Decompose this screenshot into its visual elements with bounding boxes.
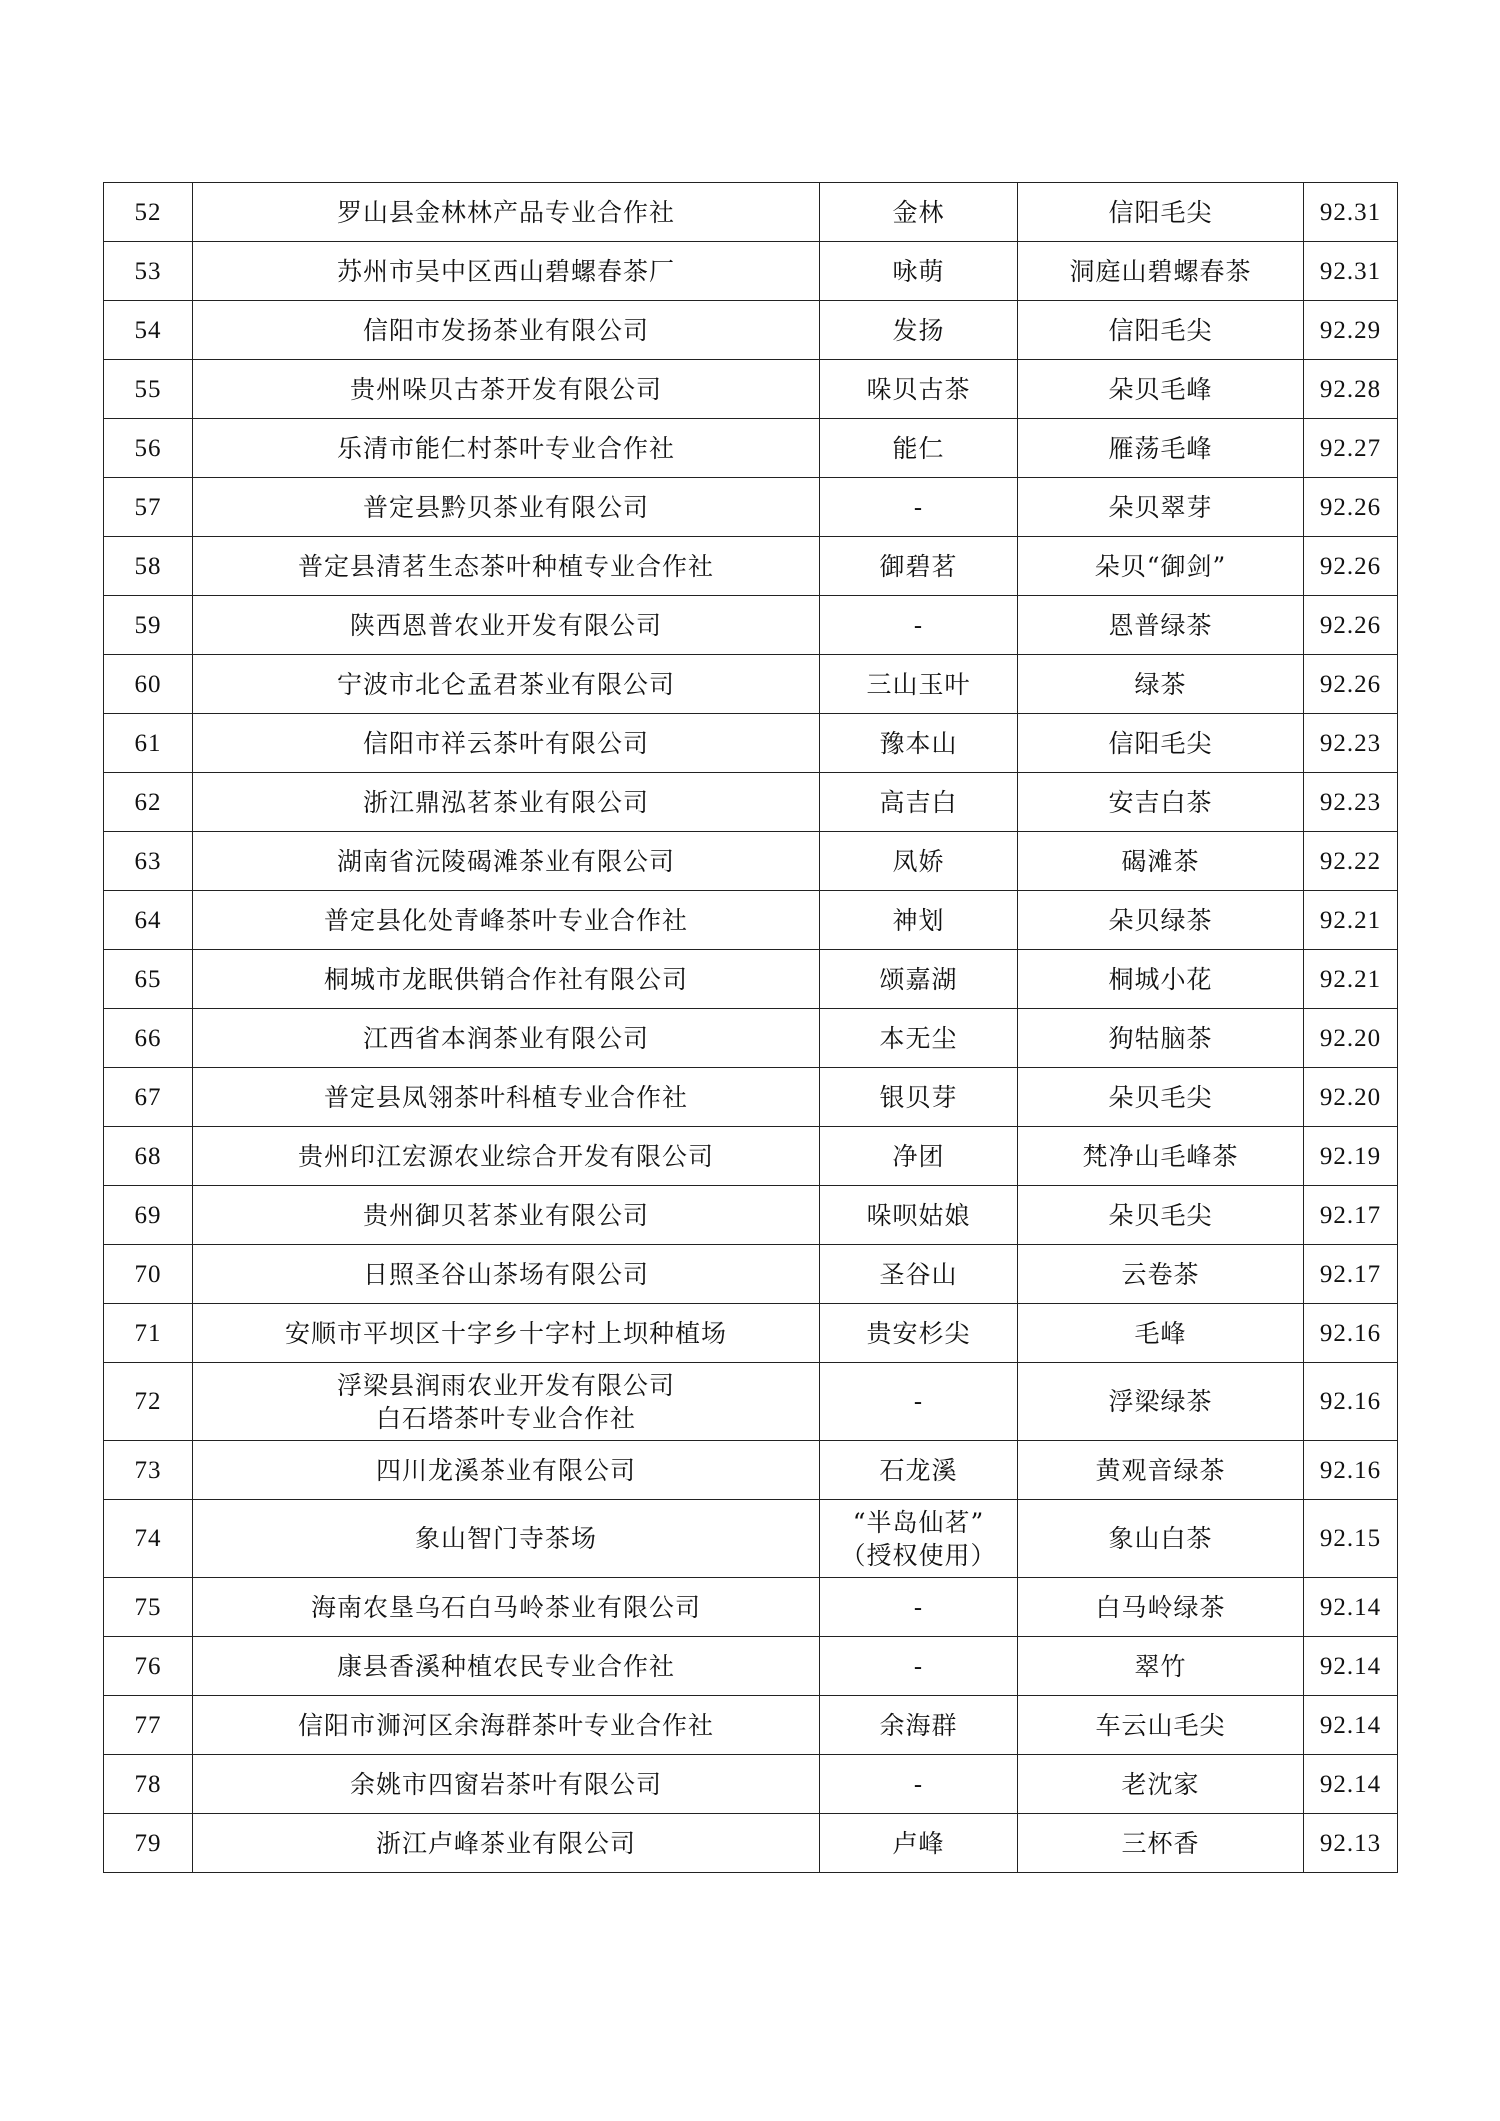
company-name-cell (193, 1637, 820, 1696)
score: 92.17 (1304, 1186, 1398, 1245)
brand-line: - (913, 492, 924, 522)
row-number: 71 (104, 1304, 193, 1363)
product-name: 云卷茶 (1018, 1245, 1304, 1304)
product-name: 信阳毛尖 (1018, 301, 1304, 360)
company-name-line: 日照圣谷山茶场有限公司 (362, 1259, 649, 1289)
company-name-cell (193, 1127, 820, 1186)
brand-line: - (913, 610, 924, 640)
brand-line: 三山玉叶 (866, 669, 971, 699)
table-row (104, 1755, 1398, 1814)
table-row (104, 1186, 1398, 1245)
brand-cell (820, 1245, 1018, 1304)
company-name-cell (193, 360, 820, 419)
company-name-line: 罗山县金林林产品专业合作社 (336, 197, 675, 227)
product-name: 朵贝“御剑” (1018, 537, 1304, 596)
row-number: 62 (104, 773, 193, 832)
table-row (104, 301, 1398, 360)
company-name-line: 普定县凤翎茶叶科植专业合作社 (323, 1082, 688, 1112)
company-name-line: 余姚市四窗岩茶叶有限公司 (349, 1769, 662, 1799)
company-name-cell (193, 1186, 820, 1245)
brand-line: 高吉白 (879, 787, 958, 817)
company-name-line: 普定县黔贝茶业有限公司 (362, 492, 649, 522)
table-row (104, 1500, 1398, 1578)
company-name-cell (193, 655, 820, 714)
brand-cell (820, 1127, 1018, 1186)
product-name: 朵贝翠芽 (1018, 478, 1304, 537)
product-name: 安吉白茶 (1018, 773, 1304, 832)
brand-line: 颂嘉湖 (879, 964, 958, 994)
brand-line: 卢峰 (892, 1828, 945, 1858)
brand-line: 哚贝古茶 (866, 374, 971, 404)
brand-cell (820, 832, 1018, 891)
brand-cell (820, 1578, 1018, 1637)
product-name: 朵贝毛峰 (1018, 360, 1304, 419)
brand-cell (820, 1441, 1018, 1500)
score: 92.21 (1304, 950, 1398, 1009)
row-number: 54 (104, 301, 193, 360)
score: 92.20 (1304, 1068, 1398, 1127)
row-number: 66 (104, 1009, 193, 1068)
company-name-line: 象山智门寺茶场 (414, 1524, 597, 1553)
row-number: 57 (104, 478, 193, 537)
brand-line: 金林 (892, 197, 945, 227)
score: 92.16 (1304, 1363, 1398, 1441)
row-number: 53 (104, 242, 193, 301)
brand-line: 咏萌 (892, 256, 945, 286)
table-row (104, 596, 1398, 655)
brand-cell (820, 1696, 1018, 1755)
product-name: 白马岭绿茶 (1018, 1578, 1304, 1637)
brand-cell (820, 1637, 1018, 1696)
company-name-line: 白石塔茶叶专业合作社 (375, 1403, 636, 1433)
company-name-cell (193, 950, 820, 1009)
table-row (104, 1578, 1398, 1637)
row-number: 52 (104, 183, 193, 242)
row-number: 68 (104, 1127, 193, 1186)
row-number: 55 (104, 360, 193, 419)
brand-line: - (913, 1387, 924, 1416)
product-name: 三杯香 (1018, 1814, 1304, 1873)
company-name-line: 四川龙溪茶业有限公司 (375, 1455, 636, 1485)
score: 92.17 (1304, 1245, 1398, 1304)
company-name-line: 宁波市北仑孟君茶业有限公司 (336, 669, 675, 699)
product-name: 桐城小花 (1018, 950, 1304, 1009)
company-name-cell (193, 596, 820, 655)
score: 92.22 (1304, 832, 1398, 891)
brand-line: （授权使用） (840, 1540, 997, 1570)
score: 92.27 (1304, 419, 1398, 478)
brand-cell (820, 1363, 1018, 1441)
score: 92.14 (1304, 1696, 1398, 1755)
brand-cell (820, 950, 1018, 1009)
row-number: 65 (104, 950, 193, 1009)
product-name: 朵贝绿茶 (1018, 891, 1304, 950)
company-name-cell (193, 773, 820, 832)
company-name-line: 江西省本润茶业有限公司 (362, 1023, 649, 1053)
table-row (104, 478, 1398, 537)
product-name: 老沈家 (1018, 1755, 1304, 1814)
score: 92.16 (1304, 1441, 1398, 1500)
brand-cell (820, 478, 1018, 537)
company-name-line: 贵州印江宏源农业综合开发有限公司 (297, 1141, 714, 1171)
table-row (104, 1814, 1398, 1873)
brand-cell (820, 419, 1018, 478)
product-name: 洞庭山碧螺春茶 (1018, 242, 1304, 301)
table-body (104, 183, 1398, 1873)
company-name-line: 湖南省沅陵碣滩茶业有限公司 (336, 846, 675, 876)
brand-cell (820, 1755, 1018, 1814)
company-name-cell (193, 1304, 820, 1363)
brand-line: 能仁 (892, 433, 945, 463)
brand-cell (820, 1009, 1018, 1068)
row-number: 67 (104, 1068, 193, 1127)
score: 92.16 (1304, 1304, 1398, 1363)
brand-cell (820, 242, 1018, 301)
score: 92.14 (1304, 1637, 1398, 1696)
company-name-line: 普定县清茗生态茶叶种植专业合作社 (297, 551, 714, 581)
brand-cell (820, 1814, 1018, 1873)
row-number: 58 (104, 537, 193, 596)
table-row (104, 537, 1398, 596)
table-row (104, 1127, 1398, 1186)
table-row (104, 1363, 1398, 1441)
table-row (104, 1245, 1398, 1304)
row-number: 78 (104, 1755, 193, 1814)
brand-cell (820, 1304, 1018, 1363)
product-name: 碣滩茶 (1018, 832, 1304, 891)
table-row (104, 1068, 1398, 1127)
company-name-line: 安顺市平坝区十字乡十字村上坝种植场 (284, 1318, 727, 1348)
company-name-line: 信阳市浉河区余海群茶叶专业合作社 (297, 1710, 714, 1740)
score: 92.23 (1304, 773, 1398, 832)
row-number: 74 (104, 1500, 193, 1578)
product-name: 雁荡毛峰 (1018, 419, 1304, 478)
row-number: 63 (104, 832, 193, 891)
row-number: 60 (104, 655, 193, 714)
table-row (104, 832, 1398, 891)
brand-line: 贵安杉尖 (866, 1318, 971, 1348)
table-row (104, 655, 1398, 714)
row-number: 76 (104, 1637, 193, 1696)
score: 92.26 (1304, 655, 1398, 714)
row-number: 70 (104, 1245, 193, 1304)
score: 92.26 (1304, 478, 1398, 537)
brand-line: 余海群 (879, 1710, 958, 1740)
brand-line: 本无尘 (879, 1023, 958, 1053)
score: 92.20 (1304, 1009, 1398, 1068)
table-row (104, 1637, 1398, 1696)
brand-line: - (913, 1651, 924, 1681)
score: 92.31 (1304, 183, 1398, 242)
company-name-cell (193, 301, 820, 360)
brand-line: 石龙溪 (879, 1455, 958, 1485)
company-name-line: 乐清市能仁村茶叶专业合作社 (336, 433, 675, 463)
company-name-line: 贵州御贝茗茶业有限公司 (362, 1200, 649, 1230)
company-name-cell (193, 1441, 820, 1500)
product-name: 恩普绿茶 (1018, 596, 1304, 655)
company-name-line: 海南农垦乌石白马岭茶业有限公司 (310, 1592, 701, 1622)
row-number: 61 (104, 714, 193, 773)
row-number: 59 (104, 596, 193, 655)
table-row (104, 360, 1398, 419)
brand-line: - (913, 1592, 924, 1622)
product-name: 车云山毛尖 (1018, 1696, 1304, 1755)
table-row (104, 1441, 1398, 1500)
score: 92.31 (1304, 242, 1398, 301)
brand-cell (820, 360, 1018, 419)
product-name: 朵贝毛尖 (1018, 1068, 1304, 1127)
company-name-cell (193, 183, 820, 242)
score: 92.26 (1304, 596, 1398, 655)
company-name-cell (193, 537, 820, 596)
table-row (104, 1304, 1398, 1363)
company-name-line: 桐城市龙眠供销合作社有限公司 (323, 964, 688, 994)
company-name-cell (193, 1578, 820, 1637)
brand-cell (820, 1186, 1018, 1245)
row-number: 64 (104, 891, 193, 950)
score: 92.26 (1304, 537, 1398, 596)
company-name-line: 浙江鼎泓茗茶业有限公司 (362, 787, 649, 817)
product-name: 象山白茶 (1018, 1500, 1304, 1578)
row-number: 75 (104, 1578, 193, 1637)
company-name-cell (193, 1755, 820, 1814)
product-name: 毛峰 (1018, 1304, 1304, 1363)
brand-cell (820, 596, 1018, 655)
brand-line: 御碧茗 (879, 551, 958, 581)
brand-cell (820, 891, 1018, 950)
brand-cell (820, 301, 1018, 360)
company-name-cell (193, 1009, 820, 1068)
table-row (104, 714, 1398, 773)
row-number: 69 (104, 1186, 193, 1245)
brand-cell (820, 1500, 1018, 1578)
company-name-line: 信阳市发扬茶业有限公司 (362, 315, 649, 345)
table-row (104, 183, 1398, 242)
brand-cell (820, 655, 1018, 714)
company-name-line: 浮梁县润雨农业开发有限公司 (336, 1370, 675, 1400)
row-number: 77 (104, 1696, 193, 1755)
score: 92.23 (1304, 714, 1398, 773)
score: 92.15 (1304, 1500, 1398, 1578)
company-name-line: 信阳市祥云茶叶有限公司 (362, 728, 649, 758)
score: 92.19 (1304, 1127, 1398, 1186)
product-name: 梵净山毛峰茶 (1018, 1127, 1304, 1186)
score: 92.14 (1304, 1578, 1398, 1637)
brand-line: 圣谷山 (879, 1259, 958, 1289)
company-name-cell (193, 891, 820, 950)
company-name-cell (193, 832, 820, 891)
company-name-cell (193, 1363, 820, 1441)
table-row (104, 242, 1398, 301)
product-name: 浮梁绿茶 (1018, 1363, 1304, 1441)
product-name: 狗牯脑茶 (1018, 1009, 1304, 1068)
company-name-cell (193, 1814, 820, 1873)
brand-cell (820, 537, 1018, 596)
company-name-cell (193, 714, 820, 773)
brand-cell (820, 1068, 1018, 1127)
brand-line: 哚呗姑娘 (866, 1200, 971, 1230)
company-name-cell (193, 1245, 820, 1304)
brand-line: 发扬 (892, 315, 945, 345)
brand-line: 银贝芽 (879, 1082, 958, 1112)
table-row (104, 891, 1398, 950)
brand-line: 净团 (892, 1141, 945, 1171)
product-name: 信阳毛尖 (1018, 183, 1304, 242)
table-row (104, 773, 1398, 832)
table-row (104, 1009, 1398, 1068)
row-number: 72 (104, 1363, 193, 1441)
score: 92.21 (1304, 891, 1398, 950)
company-name-cell (193, 1068, 820, 1127)
score: 92.29 (1304, 301, 1398, 360)
company-name-cell (193, 419, 820, 478)
table-row (104, 1696, 1398, 1755)
product-name: 黄观音绿茶 (1018, 1441, 1304, 1500)
company-name-line: 贵州哚贝古茶开发有限公司 (349, 374, 662, 404)
score: 92.14 (1304, 1755, 1398, 1814)
row-number: 79 (104, 1814, 193, 1873)
company-name-line: 普定县化处青峰茶叶专业合作社 (323, 905, 688, 935)
company-name-line: 苏州市吴中区西山碧螺春茶厂 (336, 256, 675, 286)
brand-line: 豫本山 (879, 728, 958, 758)
ranking-table (103, 182, 1398, 1873)
row-number: 56 (104, 419, 193, 478)
brand-line: - (913, 1769, 924, 1799)
brand-line: 凤娇 (892, 846, 945, 876)
brand-cell (820, 183, 1018, 242)
company-name-cell (193, 242, 820, 301)
brand-cell (820, 773, 1018, 832)
score: 92.28 (1304, 360, 1398, 419)
brand-line: 神划 (892, 905, 945, 935)
product-name: 翠竹 (1018, 1637, 1304, 1696)
company-name-line: 陕西恩普农业开发有限公司 (349, 610, 662, 640)
company-name-cell (193, 1696, 820, 1755)
company-name-line: 浙江卢峰茶业有限公司 (375, 1828, 636, 1858)
product-name: 信阳毛尖 (1018, 714, 1304, 773)
product-name: 绿茶 (1018, 655, 1304, 714)
table-row (104, 419, 1398, 478)
company-name-cell (193, 478, 820, 537)
company-name-cell (193, 1500, 820, 1578)
product-name: 朵贝毛尖 (1018, 1186, 1304, 1245)
brand-line: “半岛仙茗” (852, 1507, 985, 1537)
company-name-line: 康县香溪种植农民专业合作社 (336, 1651, 675, 1681)
score: 92.13 (1304, 1814, 1398, 1873)
row-number: 73 (104, 1441, 193, 1500)
brand-cell (820, 714, 1018, 773)
table-row (104, 950, 1398, 1009)
